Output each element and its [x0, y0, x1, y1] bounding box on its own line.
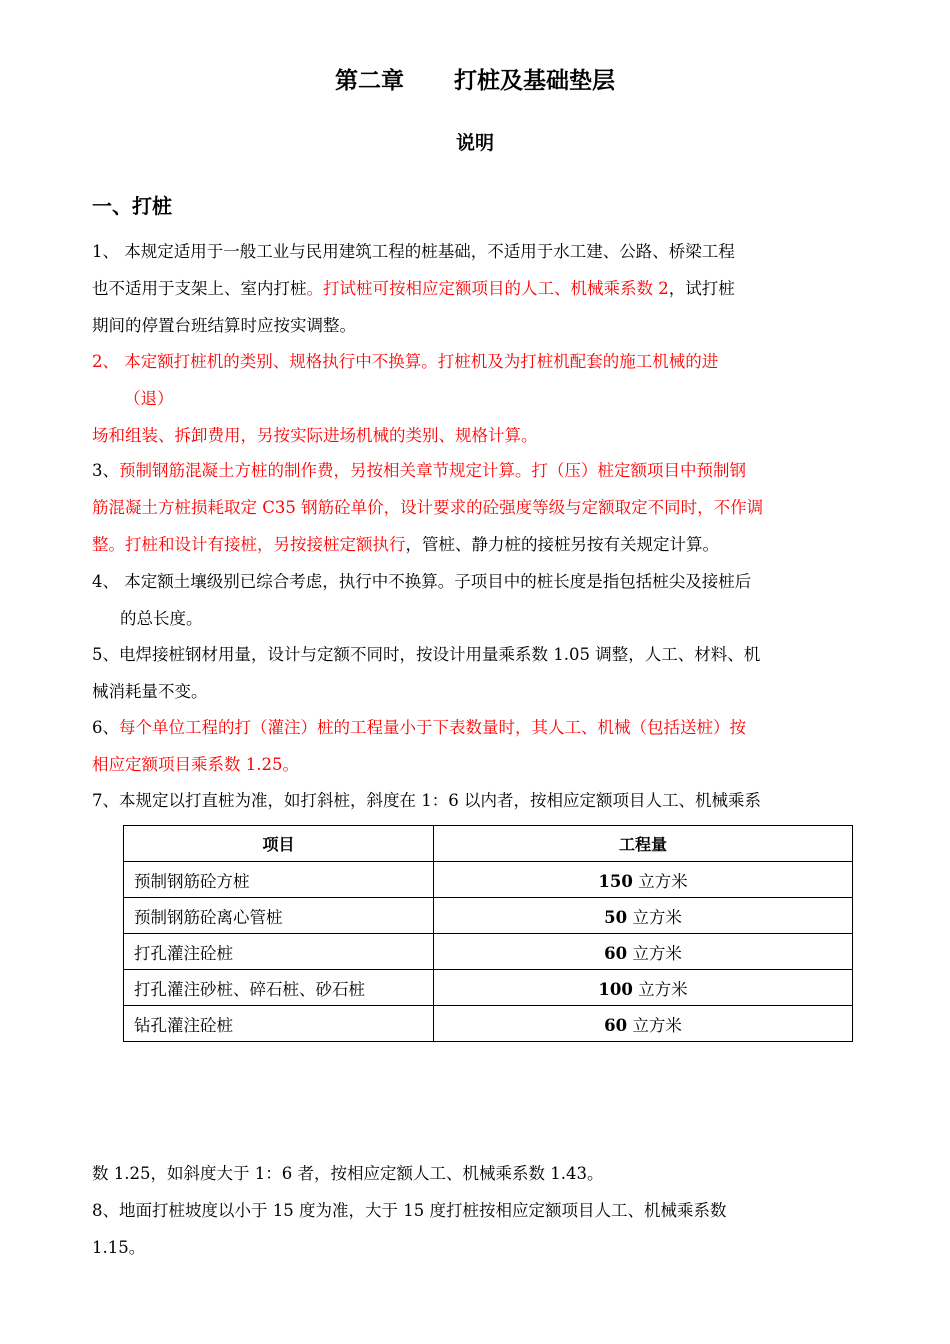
table-cell-item: 预制钢筋砼方桩 — [124, 862, 434, 898]
table-row — [124, 862, 853, 898]
table-cell-quantity: 100 立方米 — [434, 970, 853, 1006]
table-cell-quantity: 150 立方米 — [434, 862, 853, 898]
chapter-title — [0, 62, 950, 95]
paragraph-3-line-2: 筋混凝土方桩损耗取定 C35 钢筋砼单价，设计要求的砼强度等级与定额取定不同时，不作调 — [92, 498, 764, 517]
paragraph-2-line-1: 2、 本定额打桩机的类别、规格执行中不换算。打桩机及为打桩机配套的施工机械的进 — [92, 352, 719, 371]
paragraph-8-line-1: 8、地面打桩坡度以小于 15 度为准，大于 15 度打桩按相应定额项目人工、机械乘系数 — [92, 1201, 727, 1220]
paragraph-1-line-3: 期间的停置台班结算时应按实调整。 — [92, 316, 356, 335]
table-cell-item: 打孔灌注砼桩 — [124, 934, 434, 970]
paragraph-1-line-1: 1、 本规定适用于一般工业与民用建筑工程的桩基础，不适用于水工建、公路、桥梁工程 — [92, 242, 735, 261]
paragraph-7-line-1: 7、本规定以打直桩为准，如打斜桩，斜度在 1：6 以内者，按相应定额项目人工、机械乘系 — [92, 791, 761, 810]
pile-quantity-table — [123, 825, 853, 1042]
paragraph-4-line-2: 的总长度。 — [120, 609, 203, 628]
section-subtitle: 说明 — [455, 132, 494, 154]
table-row — [124, 1006, 853, 1042]
chapter-name: 打桩及基础垫层 — [454, 68, 615, 94]
paragraph-6-line-1: 6、每个单位工程的打（灌注）桩的工程量小于下表数量时，其人工、机械（包括送桩）按 — [92, 718, 746, 737]
paragraph-8-line-2: 1.15。 — [92, 1238, 146, 1257]
paragraph-1 — [92, 233, 860, 344]
paragraph-7 — [92, 782, 860, 819]
table-cell-item: 预制钢筋砼离心管桩 — [124, 898, 434, 934]
paragraph-7-line-2: 数 1.25，如斜度大于 1：6 者，按相应定额人工、机械乘系数 1.43。 — [92, 1164, 604, 1183]
paragraph-5-line-2: 械消耗量不变。 — [92, 682, 208, 701]
paragraph-2 — [92, 343, 860, 454]
paragraph-5 — [92, 636, 860, 710]
paragraph-2-line-3: 场和组装、拆卸费用，另按实际进场机械的类别、规格计算。 — [92, 426, 538, 445]
section-heading: 一、打桩 — [92, 194, 172, 218]
table-row — [124, 934, 853, 970]
paragraph-7-continued — [92, 1155, 860, 1192]
table-cell-item: 钻孔灌注砼桩 — [124, 1006, 434, 1042]
paragraph-4-line-1: 4、 本定额土壤级别已综合考虑，执行中不换算。子项目中的桩长度是指包括桩尖及接桩后 — [92, 572, 752, 591]
table-row — [124, 970, 853, 1006]
table-header-row — [124, 826, 853, 862]
table-cell-quantity: 50 立方米 — [434, 898, 853, 934]
paragraph-3 — [92, 452, 860, 563]
chapter-number: 第二章 — [335, 68, 404, 94]
paragraph-3-line-1: 3、预制钢筋混凝土方桩的制作费，另按相关章节规定计算。打（压）桩定额项目中预制钢 — [92, 461, 746, 480]
paragraph-2-line-2: （退） — [124, 389, 174, 408]
table-cell-item: 打孔灌注砂桩、碎石桩、砂石桩 — [124, 970, 434, 1006]
table-cell-quantity: 60 立方米 — [434, 1006, 853, 1042]
table-row — [124, 898, 853, 934]
paragraph-6-line-2: 相应定额项目乘系数 1.25。 — [92, 755, 299, 774]
paragraph-5-line-1: 5、电焊接桩钢材用量，设计与定额不同时，按设计用量乘系数 1.05 调整，人工、材料、机 — [92, 645, 761, 664]
paragraph-4 — [92, 563, 860, 637]
paragraph-6 — [92, 709, 860, 783]
table-cell-quantity: 60 立方米 — [434, 934, 853, 970]
paragraph-8 — [92, 1192, 860, 1266]
paragraph-1-line-2: 也不适用于支架上、室内打桩。打试桩可按相应定额项目的人工、机械乘系数 2，试打桩 — [92, 279, 735, 298]
table-header-item: 项目 — [124, 826, 434, 862]
table-header-quantity: 工程量 — [434, 826, 853, 862]
paragraph-3-line-3: 整。打桩和设计有接桩，另按接桩定额执行，管桩、静力桩的接桩另按有关规定计算。 — [92, 535, 719, 554]
